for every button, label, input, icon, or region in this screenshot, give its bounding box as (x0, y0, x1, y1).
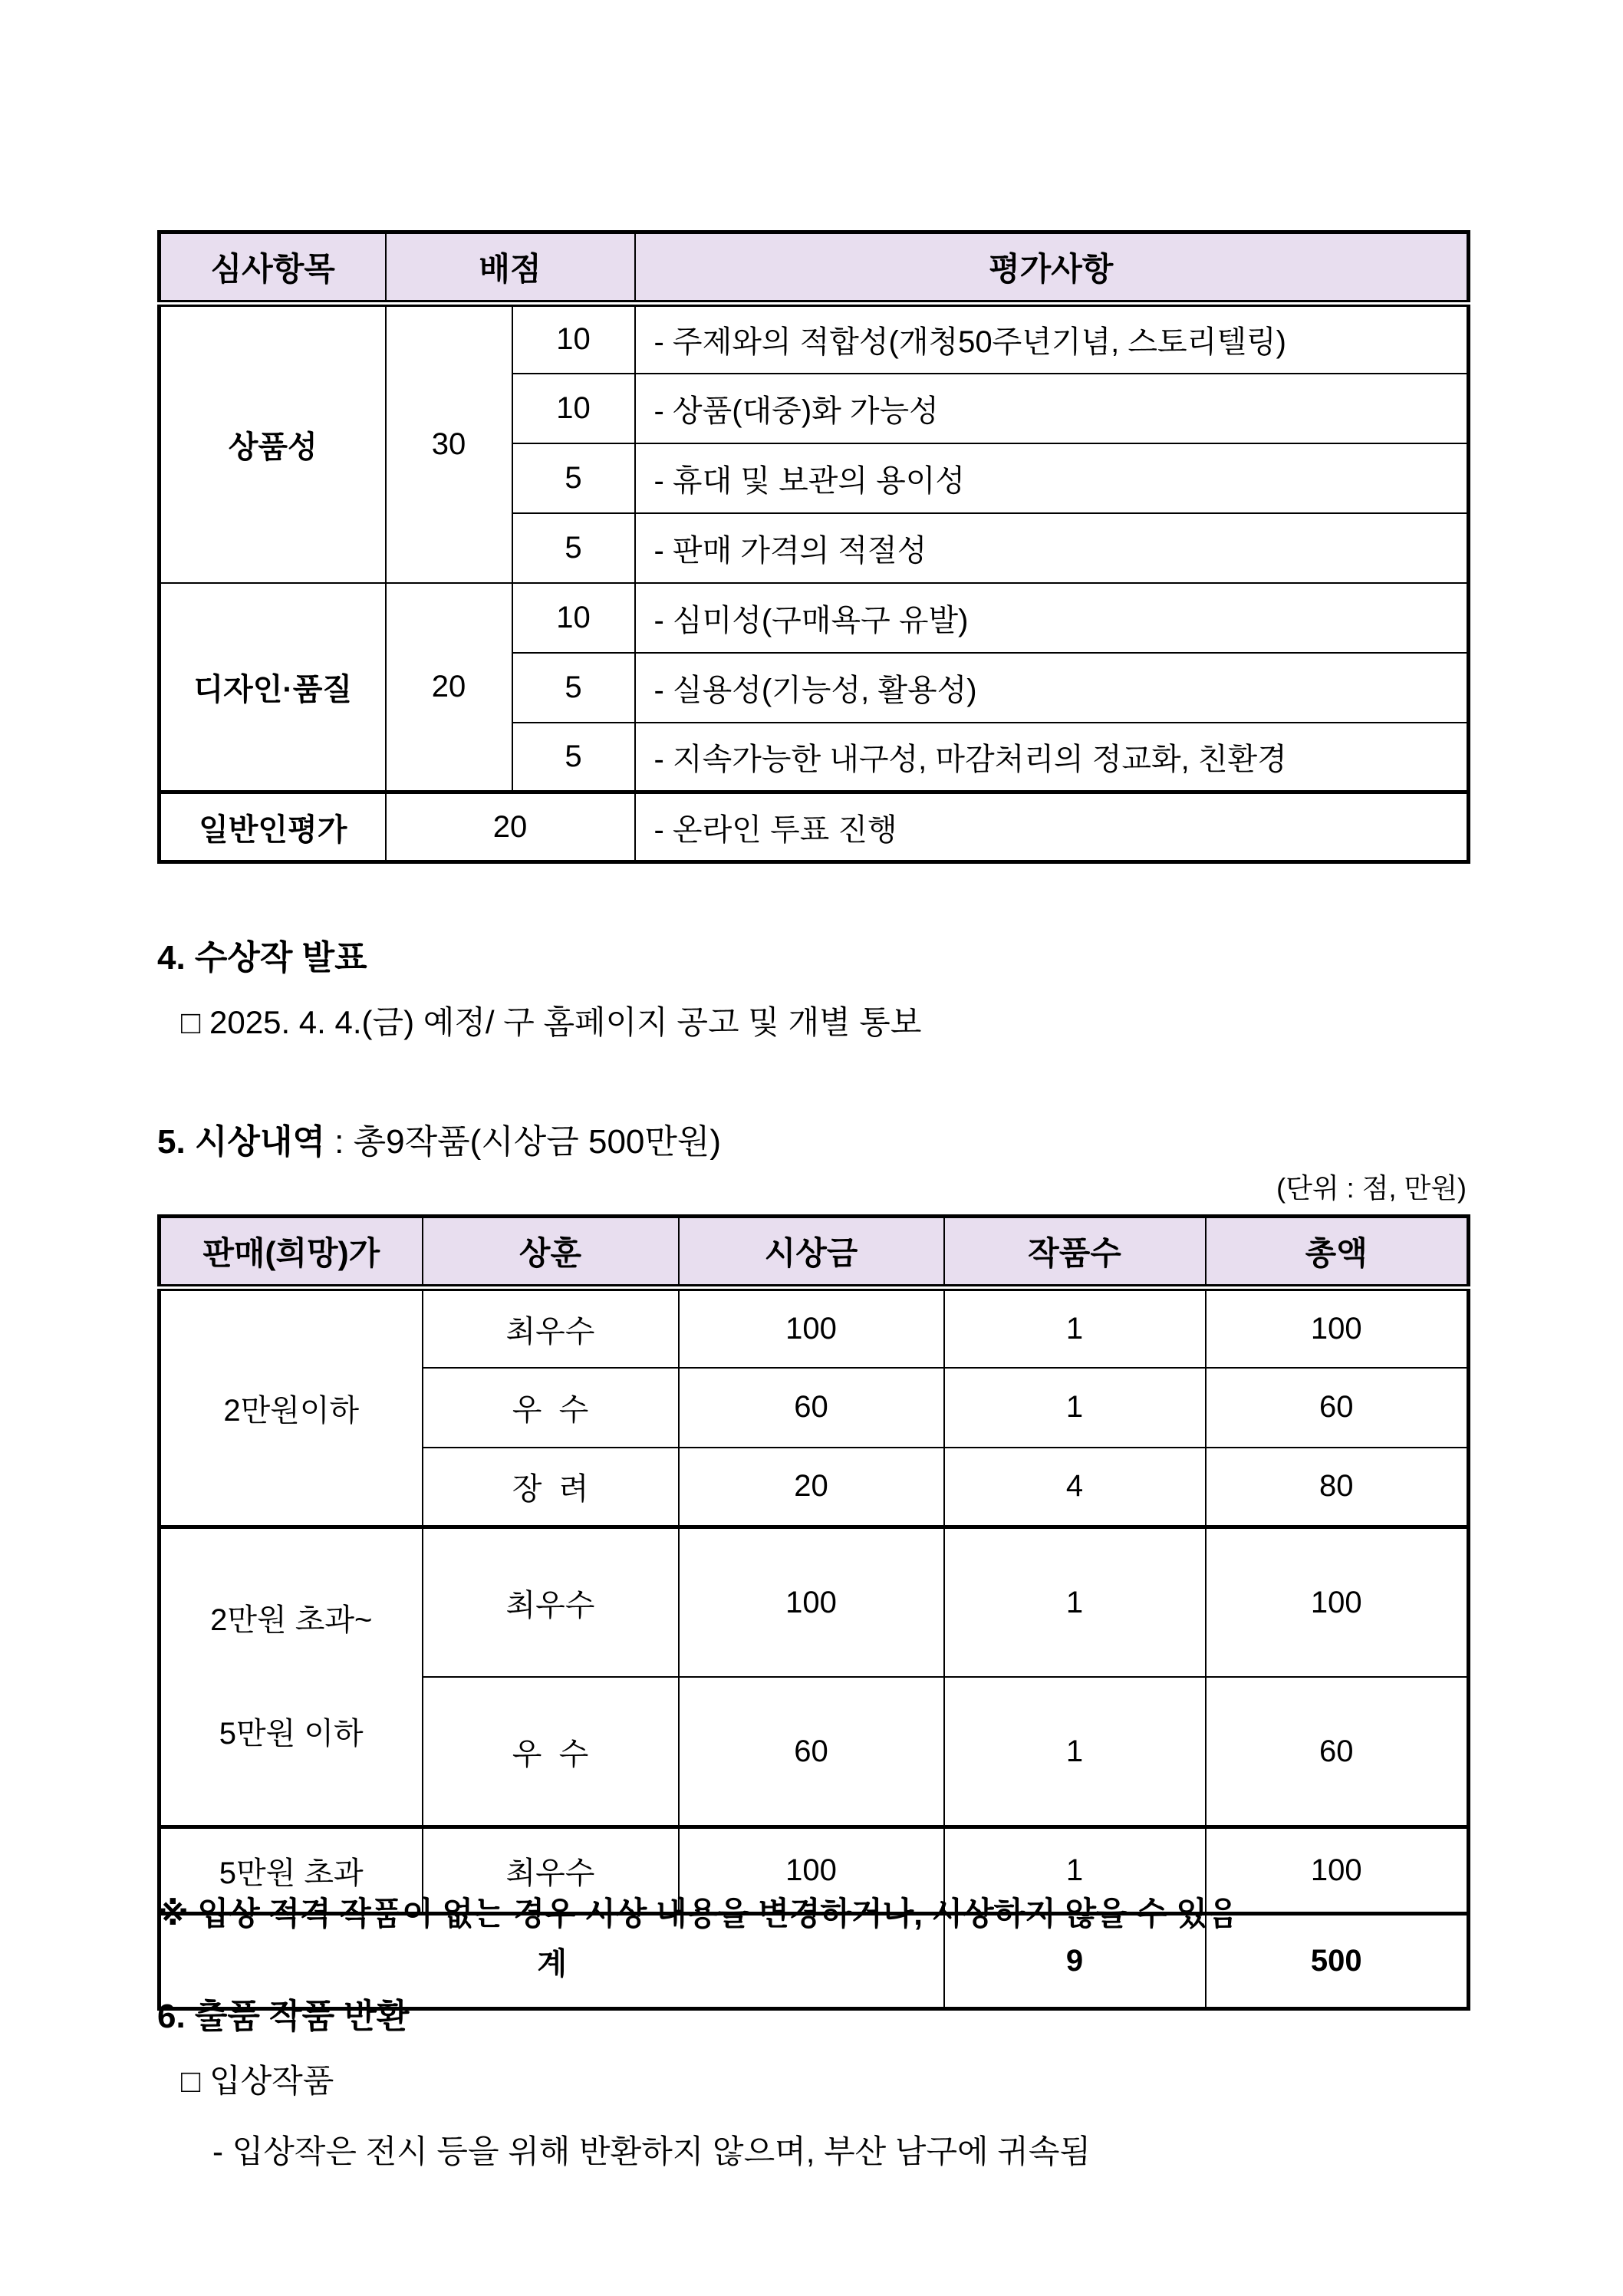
prize-money: 100 (679, 1288, 944, 1368)
award-name: 우 수 (423, 1368, 679, 1448)
award-name: 최우수 (423, 1288, 679, 1368)
column-header-prize-money: 시상금 (679, 1217, 944, 1288)
column-header-price: 판매(희망)가 (160, 1217, 423, 1288)
category-design-quality: 디자인·품질 (160, 583, 386, 792)
criteria-text: - 지속가능한 내구성, 마감처리의 정교화, 친환경 (635, 723, 1469, 792)
table-row (160, 583, 1469, 653)
section-5-heading-rest: : 총9작품(시상금 500만원) (324, 1123, 722, 1161)
award-name: 장 려 (423, 1448, 679, 1527)
work-count: 1 (944, 1527, 1206, 1678)
category-product-marketability: 상품성 (160, 304, 386, 583)
total-label: 계 (160, 1914, 944, 2009)
row-total: 60 (1206, 1677, 1469, 1827)
row-total: 100 (1206, 1527, 1469, 1678)
award-name: 우 수 (423, 1677, 679, 1827)
criteria-text: - 심미성(구매욕구 유발) (635, 583, 1469, 653)
section-6-heading: 6. 출품 작품 반환 (157, 1998, 410, 2035)
criteria-text: - 상품(대중)화 가능성 (635, 374, 1469, 443)
column-header-total: 총액 (1206, 1217, 1469, 1288)
item-points: 10 (512, 374, 635, 443)
row-total: 80 (1206, 1448, 1469, 1527)
work-count: 1 (944, 1368, 1206, 1448)
row-total: 100 (1206, 1827, 1469, 1914)
prize-money: 20 (679, 1448, 944, 1527)
category-public-evaluation: 일반인평가 (160, 792, 386, 862)
item-points: 5 (512, 723, 635, 792)
unit-note: (단위 : 점, 만원) (1276, 1172, 1467, 1204)
row-total: 60 (1206, 1368, 1469, 1448)
criteria-text: - 실용성(기능성, 활용성) (635, 653, 1469, 723)
column-header-criteria: 평가사항 (635, 232, 1469, 304)
price-range: 2만원이하 (160, 1288, 423, 1527)
price-range: 5만원 초과 (160, 1827, 423, 1914)
table-row (160, 792, 1469, 862)
evaluation-criteria-table (157, 230, 1470, 864)
section-4-heading: 4. 수상작 발표 (157, 939, 367, 977)
column-header-award: 상훈 (423, 1217, 679, 1288)
award-change-note: ※ 입상 적격 작품이 없는 경우 시상 내용을 변경하거나, 시상하지 않을 수 있음 (157, 1896, 1239, 1932)
criteria-text: - 휴대 및 보관의 용이성 (635, 443, 1469, 513)
prize-money: 100 (679, 1827, 944, 1914)
work-count: 1 (944, 1827, 1206, 1914)
category-total-points: 30 (386, 304, 512, 583)
item-points: 5 (512, 653, 635, 723)
prize-money: 60 (679, 1677, 944, 1827)
price-range-line1: 2만원 초과~ (210, 1603, 373, 1637)
section-4-body: □ 2025. 4. 4.(금) 예정/ 구 홈페이지 공고 및 개별 통보 (181, 1004, 922, 1040)
price-range (160, 1527, 423, 1827)
prize-money: 60 (679, 1368, 944, 1448)
grand-total: 500 (1206, 1914, 1469, 2009)
total-work-count: 9 (944, 1914, 1206, 2009)
table-row (160, 304, 1469, 374)
category-total-points: 20 (386, 583, 512, 792)
table-row (160, 1527, 1469, 1678)
work-count: 4 (944, 1448, 1206, 1527)
section-6-body-1: □ 입상작품 (181, 2063, 334, 2099)
work-count: 1 (944, 1288, 1206, 1368)
column-header-points: 배점 (386, 232, 635, 304)
column-header-work-count: 작품수 (944, 1217, 1206, 1288)
price-range-line2: 5만원 이하 (219, 1717, 364, 1751)
prize-money: 100 (679, 1527, 944, 1678)
criteria-text: - 주제와의 적합성(개청50주년기념, 스토리텔링) (635, 304, 1469, 374)
item-points: 10 (512, 304, 635, 374)
item-points: 5 (512, 513, 635, 583)
award-name: 최우수 (423, 1527, 679, 1678)
section-5-heading-bold: 5. 시상내역 (157, 1123, 325, 1161)
award-name: 최우수 (423, 1827, 679, 1914)
column-header-review-item: 심사항목 (160, 232, 386, 304)
criteria-text: - 온라인 투표 진행 (635, 792, 1469, 862)
work-count: 1 (944, 1677, 1206, 1827)
section-5-heading (157, 1114, 721, 1163)
row-total: 100 (1206, 1288, 1469, 1368)
table-row (160, 1288, 1469, 1368)
item-points: 10 (512, 583, 635, 653)
criteria-text: - 판매 가격의 적절성 (635, 513, 1469, 583)
category-total-points: 20 (386, 792, 635, 862)
section-6-body-2: - 입상작은 전시 등을 위해 반환하지 않으며, 부산 남구에 귀속됨 (212, 2133, 1091, 2169)
item-points: 5 (512, 443, 635, 513)
